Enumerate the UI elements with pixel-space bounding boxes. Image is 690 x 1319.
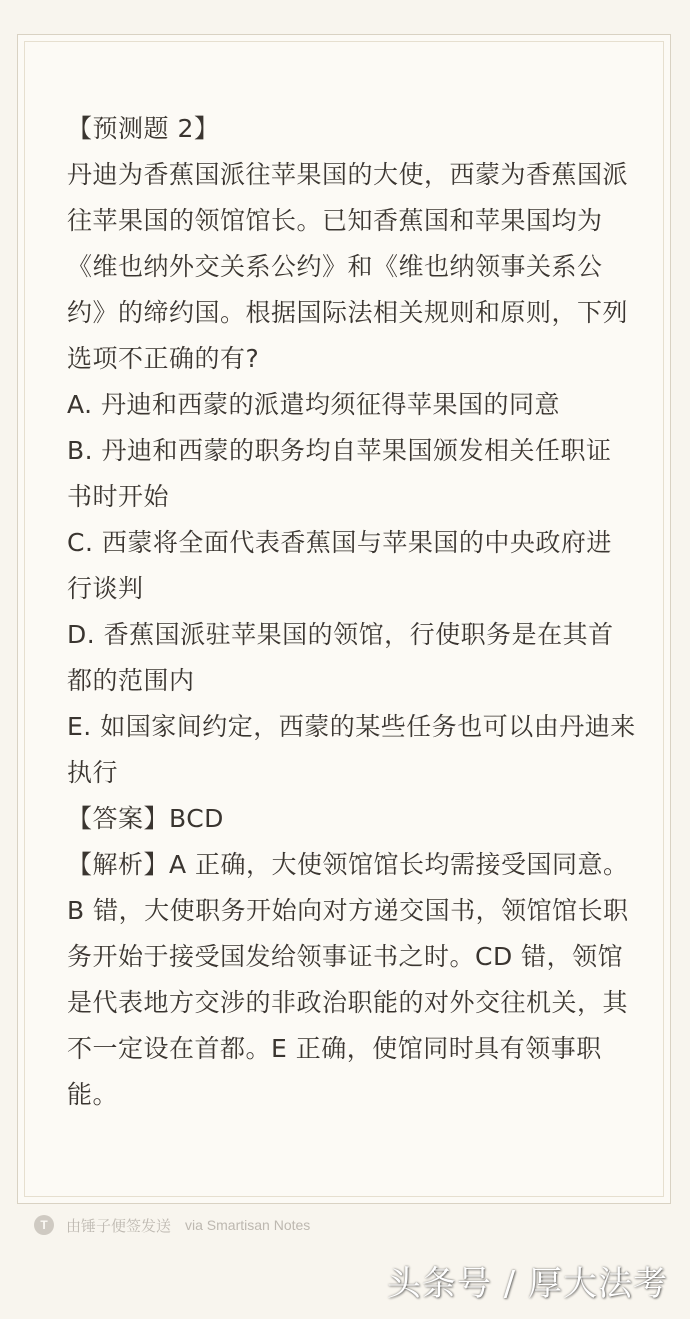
app-name-label: via Smartisan Notes — [185, 1217, 311, 1233]
option-b: B. 丹迪和西蒙的职务均自苹果国颁发相关任职证书时开始 — [67, 436, 612, 511]
smartisan-t-icon: T — [34, 1215, 54, 1235]
toutiao-watermark: 头条号 / 厚大法考 — [386, 1264, 668, 1304]
question-stem: 丹迪为香蕉国派往苹果国的大使，西蒙为香蕉国派往苹果国的领馆馆长。已知香蕉国和苹果国均为《维也纳外交关系公约》和《维也纳领事关系公约》的缔约国。根据国际法相关规则和原则，下列选项不正确的有? — [67, 160, 629, 373]
sent-via-footer — [34, 1212, 310, 1238]
option-e: E. 如国家间约定，西蒙的某些任务也可以由丹迪来执行 — [67, 712, 636, 787]
sent-via-label: 由锤子便签发送 — [66, 1216, 172, 1235]
option-c: C. 西蒙将全面代表香蕉国与苹果国的中央政府进行谈判 — [67, 528, 612, 603]
question-title: 【预测题 2】 — [67, 114, 220, 143]
answer: 【答案】BCD — [67, 804, 224, 833]
note-content — [67, 106, 637, 1118]
explanation: 【解析】A 正确，大使领馆馆长均需接受国同意。B 错，大使职务开始向对方递交国书，领馆馆长职务开始于接受国发给领事证书之时。CD 错，领馆是代表地方交涉的非政治职能的对外交往机关，其不一定设在首都。E 正确，使馆同时具有领事职能。 — [67, 850, 629, 1109]
option-d: D. 香蕉国派驻苹果国的领馆，行使职务是在其首都的范围内 — [67, 620, 614, 695]
option-a: A. 丹迪和西蒙的派遣均须征得苹果国的同意 — [67, 390, 561, 419]
